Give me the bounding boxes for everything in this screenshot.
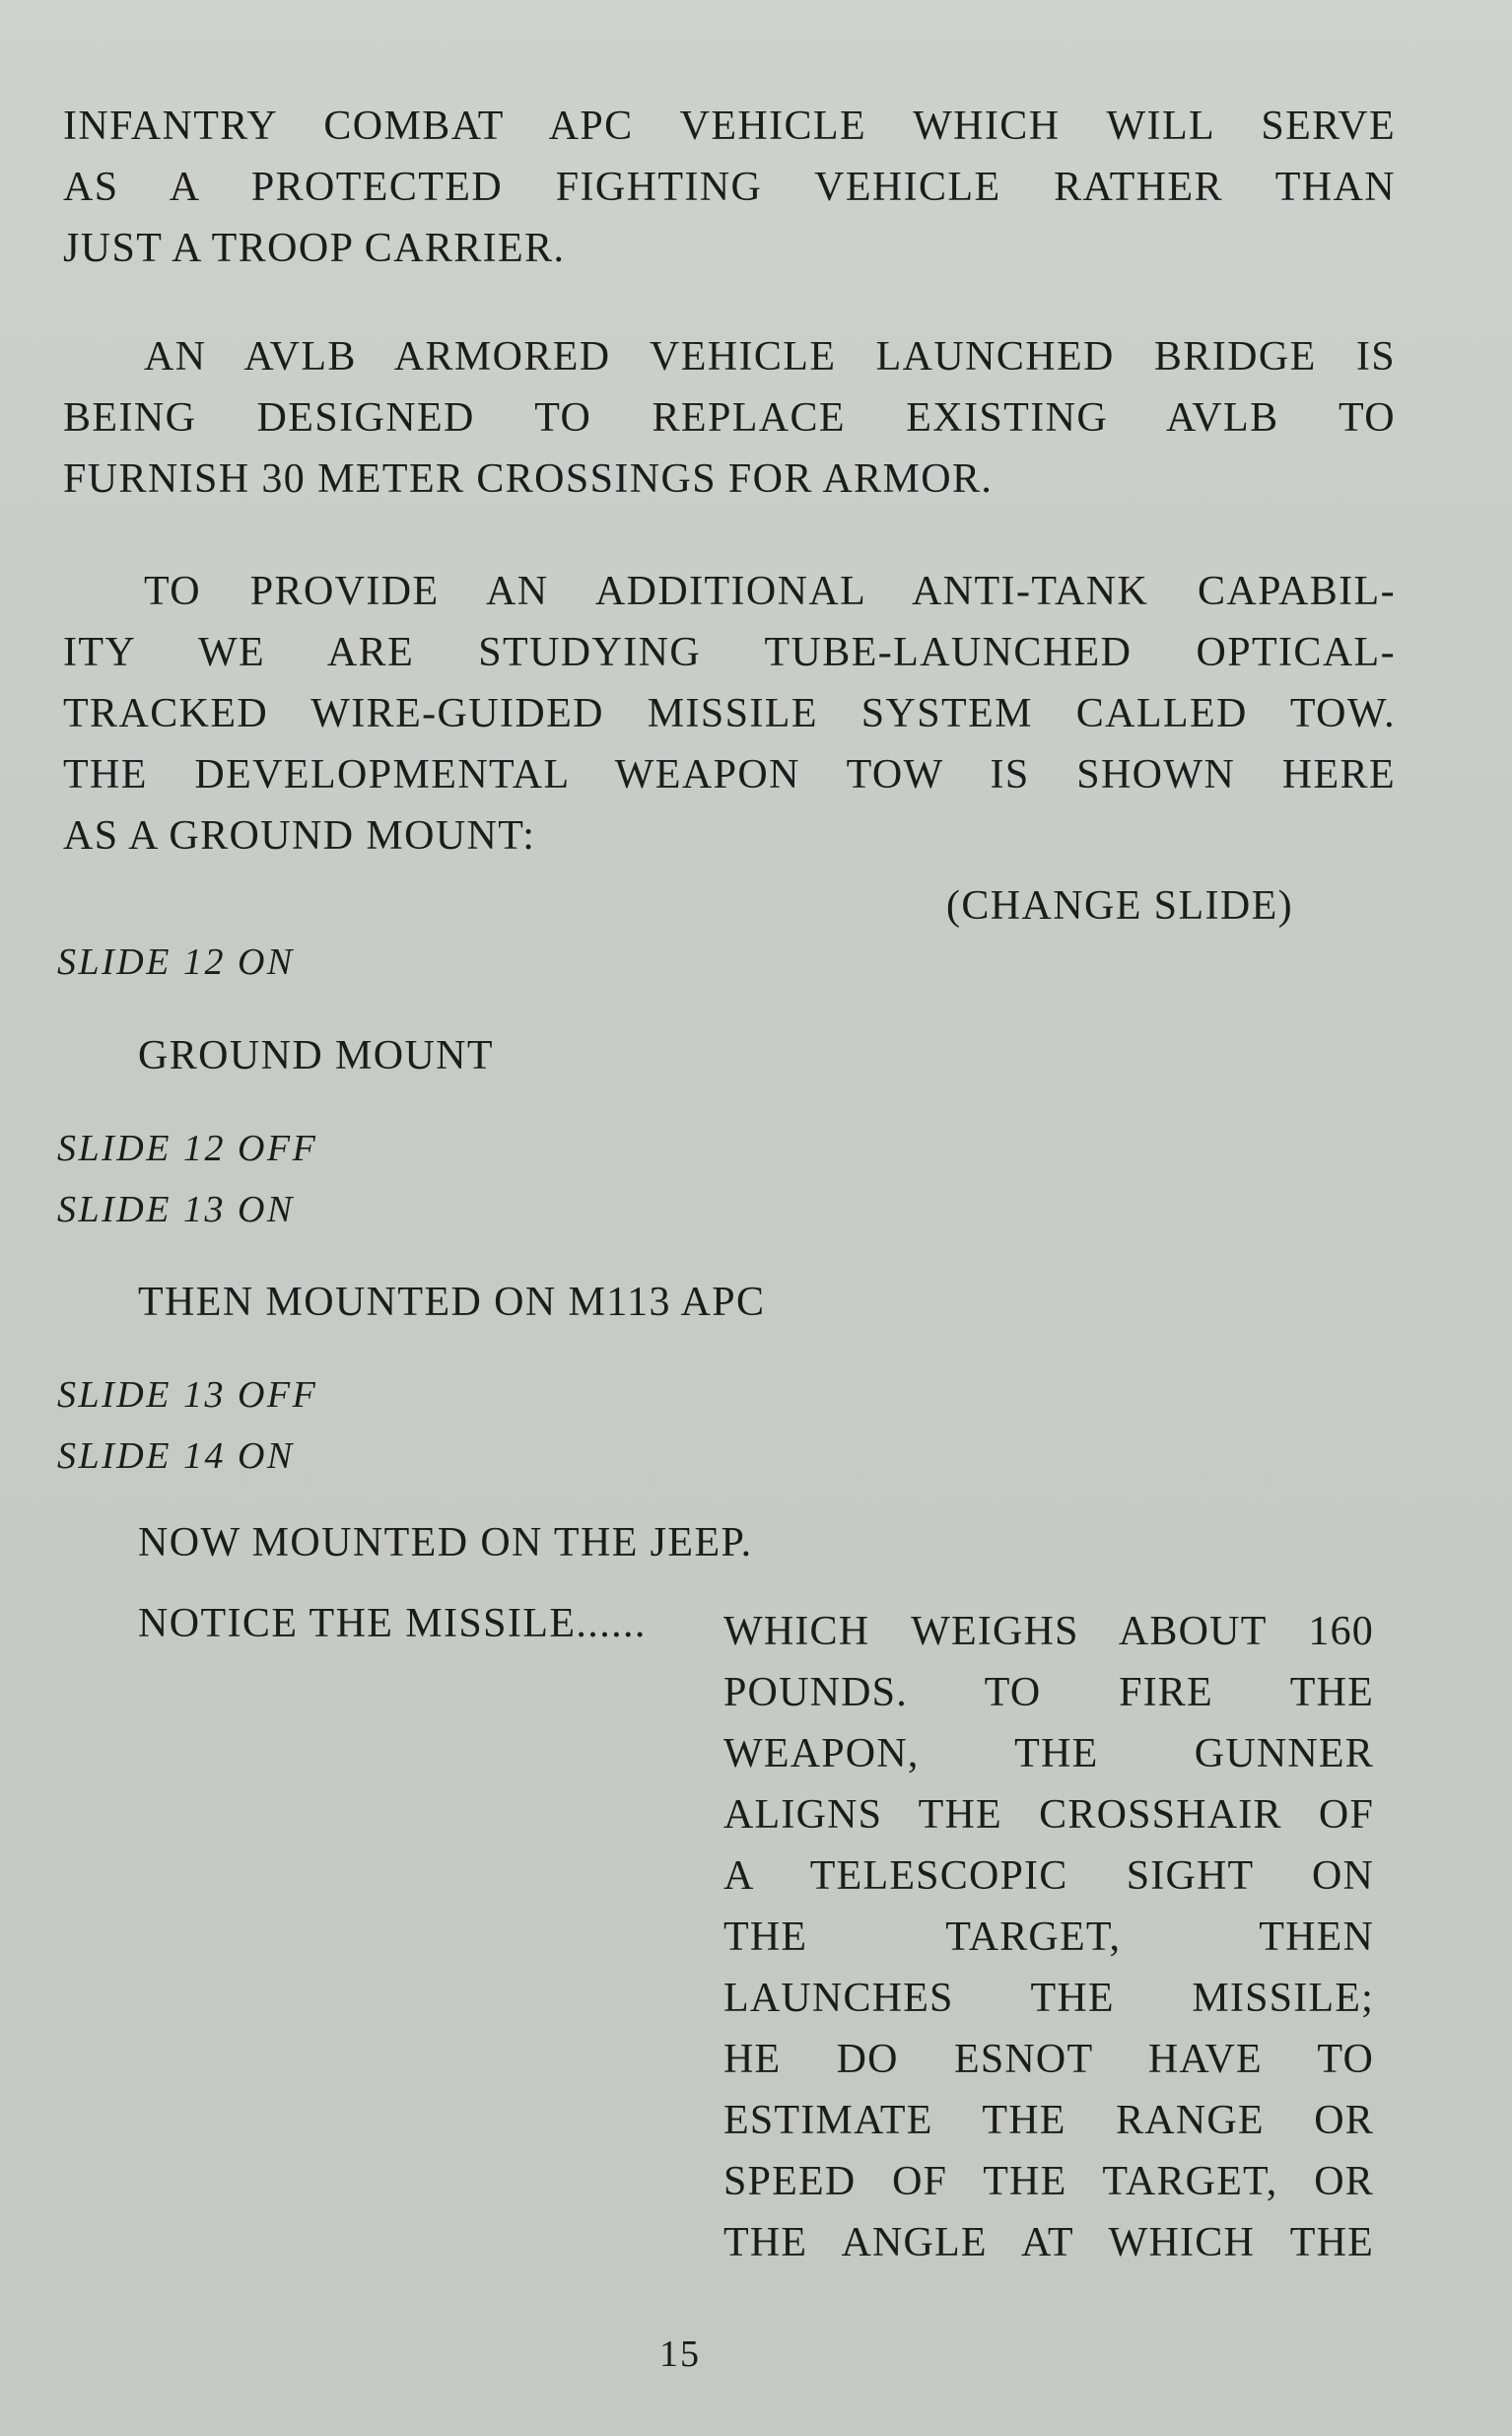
- notice-lead-text: NOTICE THE MISSILE......: [138, 1601, 647, 1646]
- slide-cue-label: SLIDE 12 ON: [57, 941, 295, 983]
- ground-mount-text: GROUND MOUNT: [138, 1033, 494, 1079]
- text-line: FURNISH 30 METER CROSSINGS FOR ARMOR.: [63, 456, 994, 502]
- slide-cue-label: SLIDE 14 ON: [57, 1435, 295, 1477]
- text-line: THE DEVELOPMENTAL WEAPON TOW IS SHOWN HERE: [63, 752, 1396, 798]
- paragraph-avlb: [63, 326, 1396, 510]
- text-line: TRACKED WIRE-GUIDED MISSILE SYSTEM CALLED TOW.: [63, 691, 1396, 736]
- text-line: SPEED OF THE TARGET, OR: [723, 2159, 1374, 2204]
- text-line: AS A PROTECTED FIGHTING VEHICLE RATHER THAN: [63, 165, 1396, 210]
- slide-cue: [57, 932, 295, 993]
- text-line: BEING DESIGNED TO REPLACE EXISTING AVLB TO: [63, 395, 1396, 441]
- text-line: ESTIMATE THE RANGE OR: [723, 2098, 1374, 2143]
- page-number: 15: [659, 2333, 701, 2375]
- text-line: INFANTRY COMBAT APC VEHICLE WHICH WILL SERVE: [63, 104, 1396, 149]
- text-line: AN AVLB ARMORED VEHICLE LAUNCHED BRIDGE IS: [144, 334, 1396, 380]
- paragraph-tow-missile: [63, 561, 1396, 867]
- text-line: THE TARGET, THEN: [723, 1914, 1374, 1960]
- text-line: HE DO ESNOT HAVE TO: [723, 2037, 1374, 2082]
- text-line: WHICH WEIGHS ABOUT 160: [723, 1609, 1374, 1654]
- text-line: ITY WE ARE STUDYING TUBE-LAUNCHED OPTICAL-: [63, 630, 1396, 675]
- text-line: A TELESCOPIC SIGHT ON: [723, 1853, 1374, 1899]
- text-line: WEAPON, THE GUNNER: [723, 1731, 1374, 1776]
- change-slide-cue: (CHANGE SLIDE): [946, 883, 1294, 929]
- slide-cue-group: [57, 1118, 317, 1240]
- missile-description-column: [723, 1601, 1374, 2273]
- text-line: LAUNCHES THE MISSILE;: [723, 1976, 1374, 2021]
- jeep-text: NOW MOUNTED ON THE JEEP.: [138, 1520, 753, 1566]
- text-line: TO PROVIDE AN ADDITIONAL ANTI-TANK CAPABIL-: [144, 569, 1396, 614]
- slide-cue-label: SLIDE 13 OFF: [57, 1374, 318, 1416]
- text-line: JUST A TROOP CARRIER.: [63, 226, 566, 271]
- paragraph-infantry-combat: [63, 96, 1396, 279]
- slide-cue-label: SLIDE 13 ON: [57, 1189, 295, 1230]
- m113-text: THEN MOUNTED ON M113 APC: [138, 1280, 766, 1325]
- text-line: ALIGNS THE CROSSHAIR OF: [723, 1792, 1374, 1838]
- slide-cue-group: [57, 1364, 317, 1487]
- text-line: POUNDS. TO FIRE THE: [723, 1670, 1374, 1715]
- text-line: AS A GROUND MOUNT:: [63, 813, 536, 859]
- slide-cue-label: SLIDE 12 OFF: [57, 1128, 318, 1169]
- text-line: THE ANGLE AT WHICH THE: [723, 2220, 1374, 2265]
